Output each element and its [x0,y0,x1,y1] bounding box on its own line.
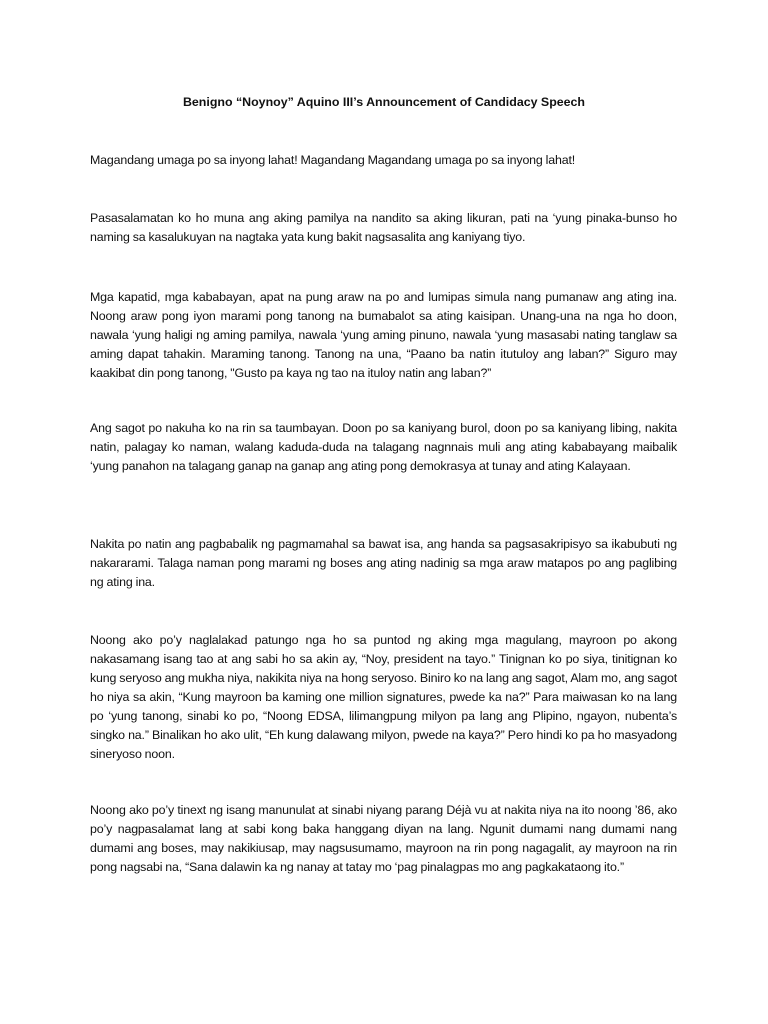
paragraph-thanks: Pasasalamatan ko ho muna ang aking pamilya na nandito sa aking likuran, pati na ‘yung pinaka-bunso ho naming sa kasalukuyan na nagtaka yata kung bakit nagsasalita ang kaniyang tiyo. [90,211,677,244]
paragraph-text-message: Noong ako po’y tinext ng isang manunulat at sinabi niyang parang Déjà vu at nakita niya na ito noong ’86, ako po’y nagpasalamat lang at sabi kong baka hanggang diyan na lang. Ngunit dumami nang dumami nang dumami ang boses, may nakikiusap, may nagsusumamo, mayroon na rin pong nagagalit, ay mayroon na rin pong nagsabi na, “Sana dalawin ka ng nanay at tatay mo ‘pag pinalagpas mo ang pagkakataong ito.” [90,803,677,874]
paragraph-walk-to-grave: Noong ako po’y naglalakad patungo nga ho sa puntod ng aking mga magulang, mayroon po akong nakasamang isang tao at ang sabi ho sa akin ay, “Noy, president na tayo.” Tinignan ko po siya, tinitignan ko kung seryoso ang mukha niya, nakikita niya na hong seryoso. Biniro ko na lang ang sagot, Alam mo, ang sagot ho niya sa akin, “Kung mayroon ba kaming one million signatures, pwede ka na?” Para maiwasan ko na lang po ‘yung tanong, sinabi ko po, “Noong EDSA, lilimangpung milyon pa lang ang Plipino, ngayon, nubenta’s singko na.” Binalikan ho ako ulit, “Eh kung dalawang milyon, pwede na kaya?” Pero hindi ko pa ho masyadong sineryoso noon. [90,633,677,761]
paragraph-greeting: Magandang umaga po sa inyong lahat! Magandang Magandang umaga po sa inyong lahat! [90,153,576,167]
document-title: Benigno “Noynoy” Aquino III’s Announcement of Candidacy Speech [182,95,586,109]
paragraph-answer: Ang sagot po nakuha ko na rin sa taumbayan. Doon po sa kaniyang burol, doon po sa kaniyang libing, nakita natin, palagay ko naman, walang kaduda-duda na talagang nagnnais muli ang ating kababayang maibalik ‘yung panahon na talagang ganap na ganap ang ating pong demokrasya at tunay and ating Kalayaan. [90,421,677,473]
paragraph-return-of-love: Nakita po natin ang pagbabalik ng pagmamahal sa bawat isa, ang handa sa pagsasakripisyo sa ikabubuti ng nakararami. Talaga naman pong marami ng boses ang ating nadinig sa mga araw matapos po ang paglibing ng ating ina. [90,537,677,589]
paragraph-questions: Mga kapatid, mga kababayan, apat na pung araw na po and lumipas simula nang pumanaw ang ating ina. Noong araw pong iyon marami pong tanong na bumabalot sa ating kaisipan. Unang-una na nga ho doon, nawala ‘yung haligi ng aming pamilya, nawala ‘yung aming pinuno, nawala ‘yung masasabi nating tanglaw sa aming dapat tahakin. Maraming tanong. Tanong na una, “Paano ba natin itutuloy ang laban?” Siguro may kaakibat din pong tanong, "Gusto pa kaya ng tao na ituloy natin ang laban?” [90,290,677,380]
